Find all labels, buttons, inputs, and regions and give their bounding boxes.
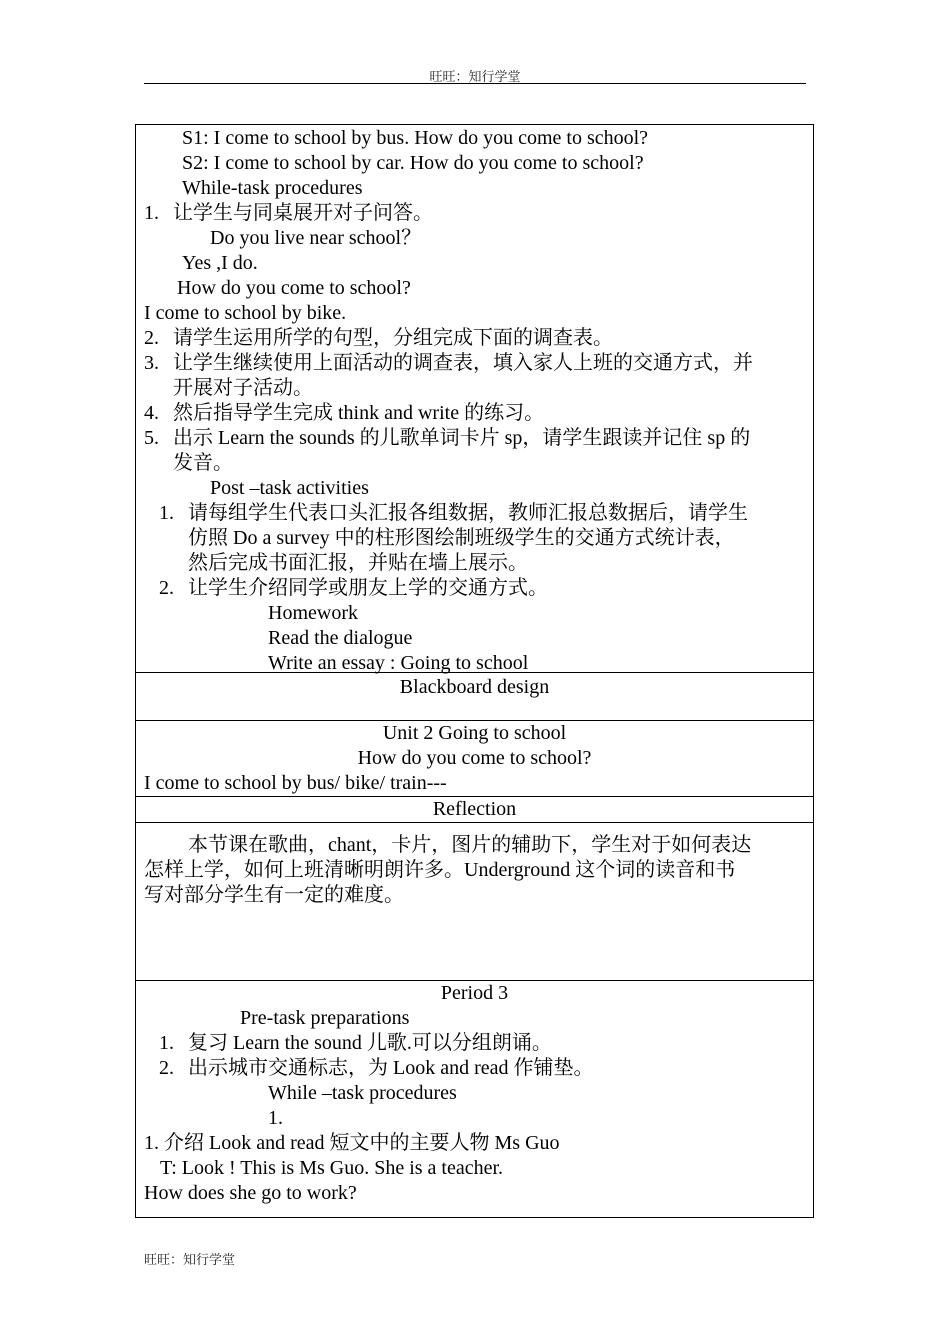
list-number: 1. [159,1032,174,1054]
blackboard-title: Blackboard design [399,676,550,698]
list-number: 3. [144,352,159,374]
reflection-content-cell [135,822,814,981]
page-header: 旺旺：知行学堂 [429,69,521,84]
list-item-text: 发音。 [173,452,233,474]
list-item-text: 出示 Learn the sounds 的儿歌单词卡片 sp，请学生跟读并记住 sp 的 [173,427,751,449]
homework-item: Write an essay : Going to school [268,652,529,674]
list-number: 1. [159,502,174,524]
reflection-heading-cell [135,796,814,823]
list-item-text: 让学生继续使用上面活动的调查表，填入家人上班的交通方式，并 [173,352,753,374]
list-item-text: 出示城市交通标志，为 Look and read 作铺垫。 [188,1057,594,1079]
while-task-heading: While-task procedures [182,177,363,199]
list-item-text: 让学生介绍同学或朋友上学的交通方式。 [188,577,548,599]
list-item-text: 开展对子活动。 [173,377,313,399]
reflection-line: 本节课在歌曲，chant，卡片，图片的辅助下，学生对于如何表达 [188,834,752,856]
period-line: How does she go to work? [144,1182,357,1204]
period3-cell [135,980,814,1218]
while-task-heading: While –task procedures [268,1082,457,1104]
list-number: 1. [144,202,159,224]
list-item-text: 复习 Learn the sound 儿歌.可以分组朗诵。 [188,1032,552,1054]
list-item-text: 请每组学生代表口头汇报各组数据，教师汇报总数据后，请学生 [188,502,748,524]
dialogue-line-s1: S1: I come to school by bus. How do you come to school? [182,127,649,149]
dialogue-line: I come to school by bike. [144,302,347,324]
list-item-text: 让学生与同桌展开对子问答。 [173,202,433,224]
period-line: T: Look ! This is Ms Guo. She is a teacher. [160,1157,504,1179]
reflection-title: Reflection [432,798,517,820]
list-item-text: 仿照 Do a survey 中的柱形图绘制班级学生的交通方式统计表， [188,527,735,549]
list-item-text: 请学生运用所学的句型，分组完成下面的调查表。 [173,327,613,349]
pre-task-heading: Pre-task preparations [240,1007,410,1029]
reflection-line: 写对部分学生有一定的难度。 [144,884,404,906]
list-number: 2. [159,577,174,599]
header-rule [144,83,806,84]
dialogue-line-s2: S2: I come to school by car. How do you come to school? [182,152,644,174]
blackboard-unit: Unit 2 Going to school [382,722,567,744]
dialogue-line: Yes ,I do. [182,252,258,274]
blackboard-question: How do you come to school? [357,747,592,769]
dialogue-line: How do you come to school? [177,277,411,299]
list-number: 4. [144,402,159,424]
list-number: 1. [268,1107,283,1129]
list-number: 2. [144,327,159,349]
blackboard-content-cell [135,720,814,797]
page-footer: 旺旺：知行学堂 [144,1252,236,1267]
post-task-heading: Post –task activities [210,477,369,499]
blackboard-answer: I come to school by bus/ bike/ train--- [144,772,447,794]
list-number: 5. [144,427,159,449]
period-title: Period 3 [440,982,509,1004]
procedures-cell [135,124,814,673]
dialogue-line: Do you live near school？ [210,227,422,249]
blackboard-heading-cell [135,672,814,721]
reflection-line: 怎样上学，如何上班清晰明朗许多。Underground 这个词的读音和书 [144,859,736,881]
homework-heading: Homework [268,602,358,624]
list-item-text: 然后完成书面汇报，并贴在墙上展示。 [188,552,528,574]
list-number: 2. [159,1057,174,1079]
period-line: 1. 介绍 Look and read 短文中的主要人物 Ms Guo [144,1132,560,1154]
homework-item: Read the dialogue [268,627,413,649]
list-item-text: 然后指导学生完成 think and write 的练习。 [173,402,545,424]
